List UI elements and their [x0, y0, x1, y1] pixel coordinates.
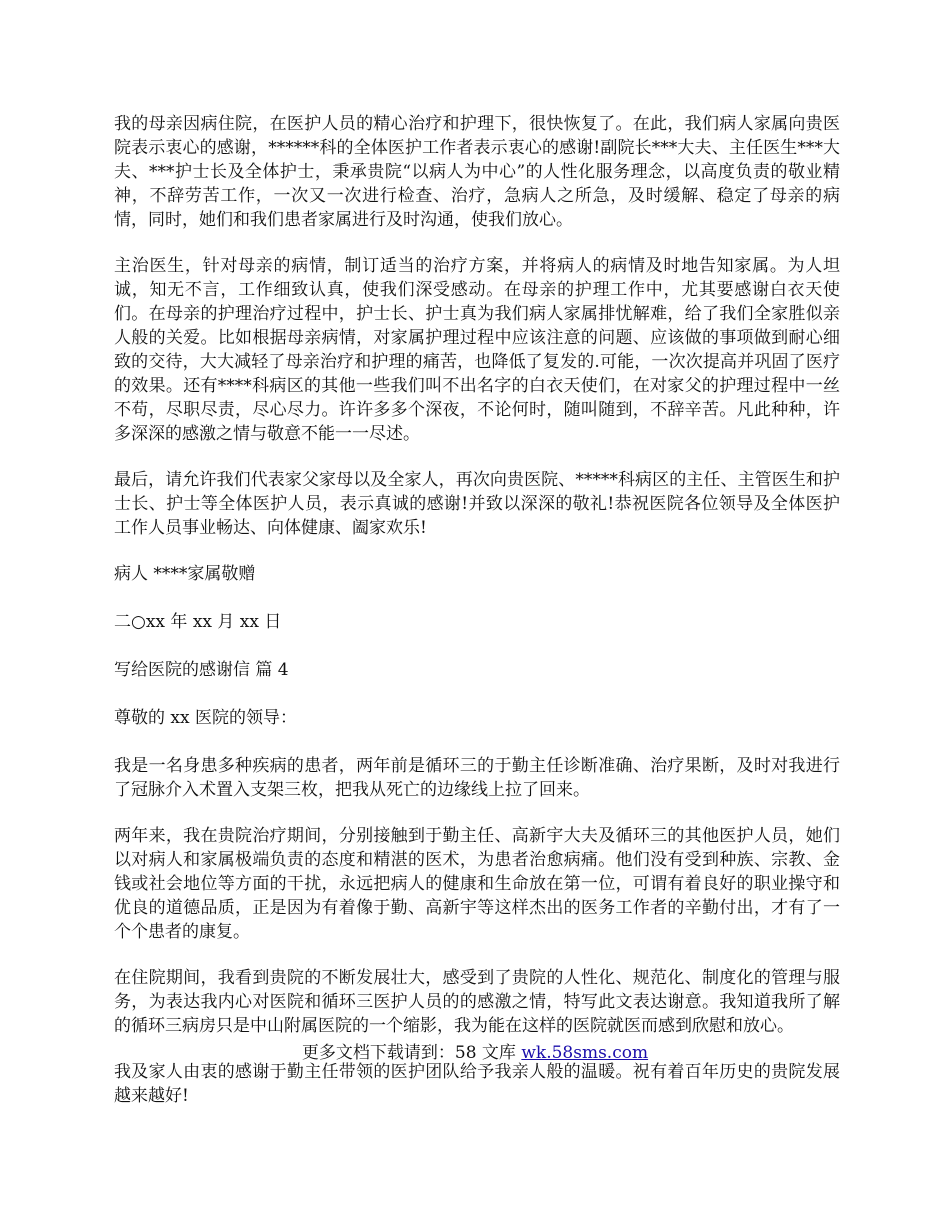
paragraph-2: 主治医生，针对母亲的病情，制订适当的治疗方案，并将病人的病情及时地告知家属。为人坦诚，知无不言，工作细致认真，使我们深受感动。在母亲的护理工作中，尤其要感谢白衣天使们。在母亲的护理治疗过程中，护士长、护士真为我们病人家属排忧解难，给了我们全家胜似亲人般的关爱。比如根据母亲病情，对家属护理过程中应该注意的问题、应该做的事项做到耐心细致的交待，大大减轻了母亲治疗和护理的痛苦，也降低了复发的.可能，一次次提高并巩固了医疗的效果。还有****科病区的其他一些我们叫不出名字的白衣天使们，在对家父的护理过程中一丝不苟，尽职尽责，尽心尽力。许许多多个深夜，不论何时，随叫随到，不辞辛苦。凡此种种，许多深深的感激之情与敬意不能一一尽述。 — [114, 256, 840, 444]
footer-text: 更多文档下载请到：58 文库 — [301, 1043, 522, 1063]
salutation: 尊敬的 xx 医院的领导： — [114, 708, 297, 728]
paragraph-1: 我的母亲因病住院，在医护人员的精心治疗和护理下，很快恢复了。在此，我们病人家属向贵医院表示衷心的感谢，******科的全体医护工作者表示衷心的感谢!副院长***大夫、主任医生***大夫、***护士长及全体护士，秉承贵院“以病人为中心”的人性化服务理念，以高度负责的敬业精神，不辞劳苦工作，一次又一次进行检查、治疗，急病人之所急，及时缓解、稳定了母亲的病情，同时，她们和我们患者家属进行及时沟通，使我们放心。 — [114, 114, 840, 230]
section-heading: 写给医院的感谢信 篇 4 — [114, 660, 289, 680]
footer-link[interactable]: wk.58sms.com — [521, 1043, 649, 1063]
paragraph-7: 我及家人由衷的感谢于勤主任带领的医护团队给予我亲人般的温暖。祝有着百年历史的贵院发展越来越好! — [114, 1062, 840, 1106]
date-line: 二○xx 年 xx 月 xx 日 — [114, 612, 282, 632]
paragraph-6: 在住院期间，我看到贵院的不断发展壮大，感受到了贵院的人性化、规范化、制度化的管理与服务，为表达我内心对医院和循环三医护人员的的感激之情，特写此文表达谢意。我知道我所了解的循环三病房只是中山附属医院的一个缩影，我为能在这样的医院就医而感到欣慰和放心。 — [114, 968, 840, 1036]
paragraph-3: 最后，请允许我们代表家父家母以及全家人，再次向贵医院、*****科病区的主任、主管医生和护士长、护士等全体医护人员，表示真诚的感谢!并致以深深的敬礼!恭祝医院各位领导及全体医护工作人员事业畅达、向体健康、阖家欢乐! — [114, 470, 840, 538]
paragraph-4: 我是一名身患多种疾病的患者，两年前是循环三的于勤主任诊断准确、治疗果断，及时对我进行了冠脉介入术置入支架三枚，把我从死亡的边缘线上拉了回来。 — [114, 756, 840, 800]
signature-line: 病人 ****家属敬赠 — [114, 564, 256, 584]
paragraph-5: 两年来，我在贵院治疗期间，分别接触到于勤主任、高新宇大夫及循环三的其他医护人员，她们以对病人和家属极端负责的态度和精湛的医术，为患者治愈病痛。他们没有受到种族、宗教、金钱或社会地位等方面的干扰，永远把病人的健康和生命放在第一位，可谓有着良好的职业操守和优良的道德品质，正是因为有着像于勤、高新宇等这样杰出的医务工作者的辛勤付出，才有了一个个患者的康复。 — [114, 826, 840, 942]
document-body — [114, 112, 840, 1130]
footer — [0, 1041, 950, 1065]
